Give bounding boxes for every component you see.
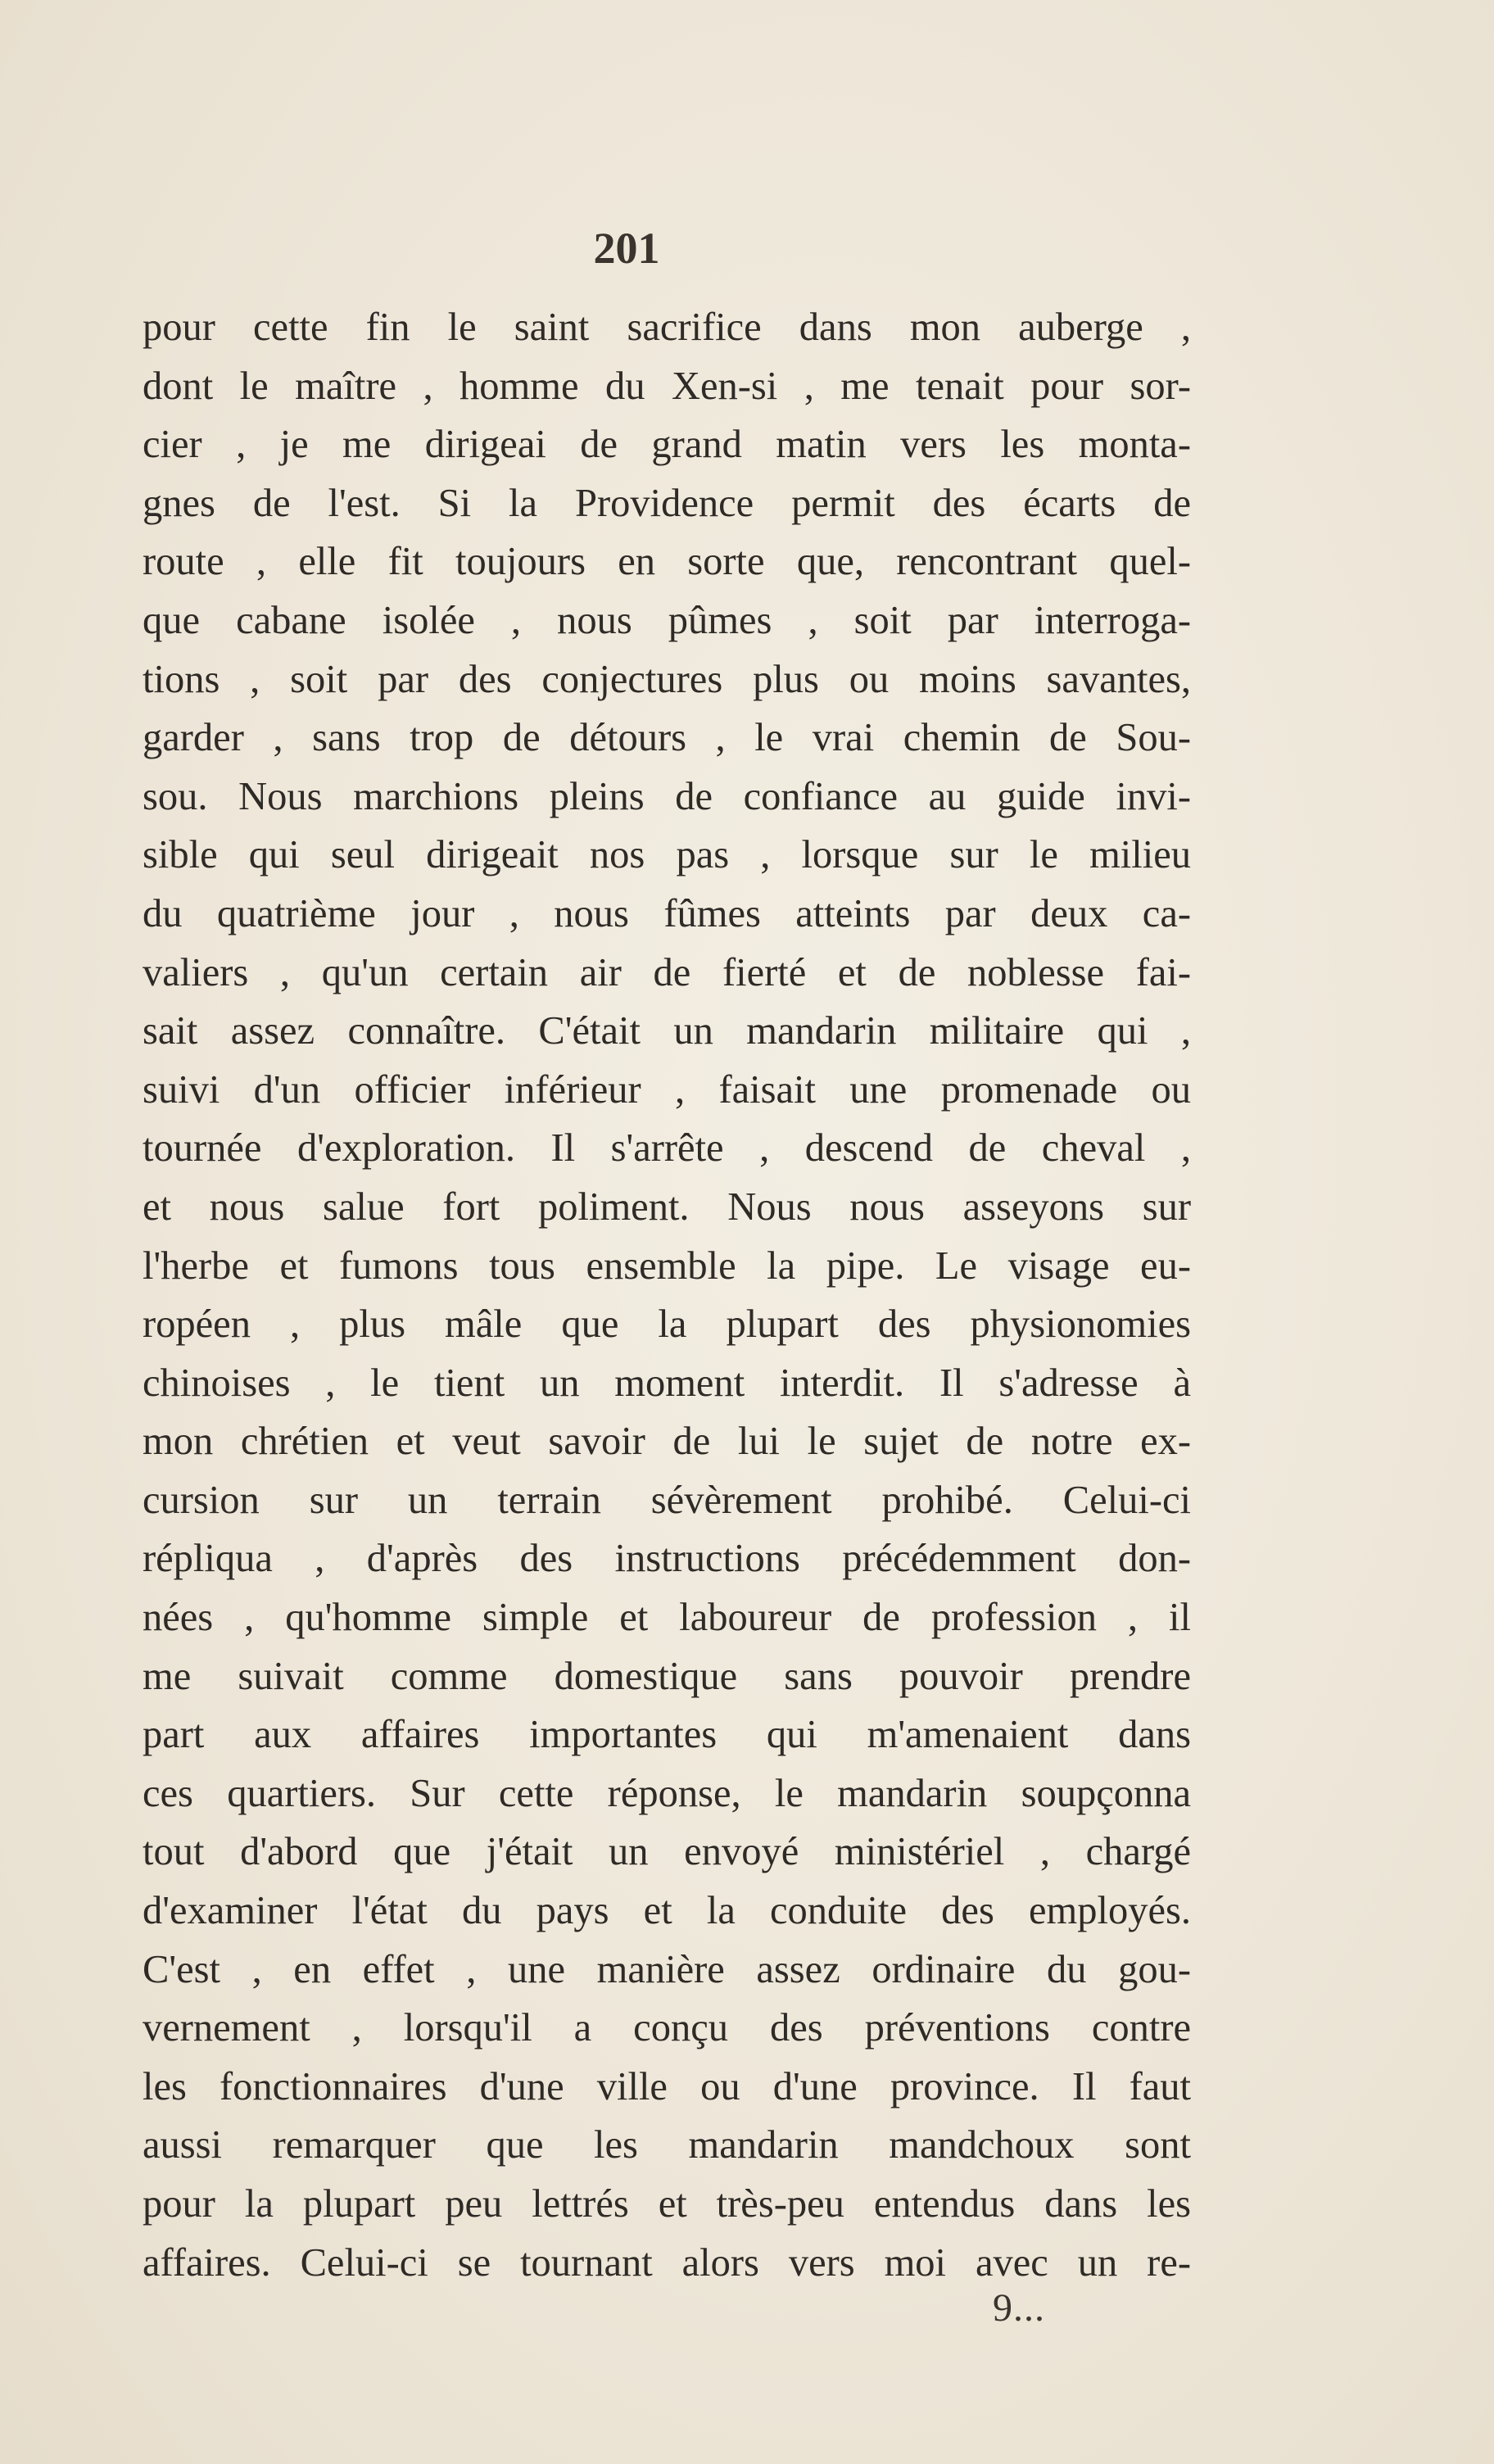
text-line: nées , qu'homme simple et laboureur de profession , il — [143, 1596, 1191, 1640]
text-line: suivi d'un officier inférieur , faisait une promenade ou — [143, 1067, 1191, 1112]
text-line: pour la plupart peu lettrés et très-peu entendus dans les — [143, 2182, 1191, 2226]
text-line: gnes de l'est. Si la Providence permit des écarts de — [143, 481, 1191, 525]
text-line: sible qui seul dirigeait nos pas , lorsque sur le milieu — [143, 833, 1191, 877]
text-line: répliqua , d'après des instructions précédemment don- — [143, 1537, 1191, 1581]
text-line: tournée d'exploration. Il s'arrête , descend de cheval , — [143, 1126, 1191, 1171]
text-line: l'herbe et fumons tous ensemble la pipe. Le visage eu- — [143, 1243, 1191, 1288]
text-line: du quatrième jour , nous fûmes atteints par deux ca- — [143, 891, 1191, 935]
text-line: sou. Nous marchions pleins de confiance au guide invi- — [143, 774, 1191, 818]
body-text — [143, 298, 1191, 2292]
text-line: sait assez connaître. C'était un mandarin militaire qui , — [143, 1009, 1191, 1053]
text-line: vernement , lorsqu'il a conçu des préventions contre — [143, 2006, 1191, 2050]
text-line: part aux affaires importantes qui m'amenaient dans — [143, 1713, 1191, 1757]
text-line: valiers , qu'un certain air de fierté et de noblesse fai- — [143, 950, 1191, 994]
text-line: tout d'abord que j'était un envoyé ministériel , chargé — [143, 1830, 1191, 1874]
text-line: garder , sans trop de détours , le vrai chemin de Sou- — [143, 716, 1191, 760]
text-line: et nous salue fort poliment. Nous nous asseyons sur — [143, 1184, 1191, 1229]
text-line: que cabane isolée , nous pûmes , soit par interroga- — [143, 598, 1191, 642]
text-line: pour cette fin le saint sacrifice dans mon auberge , — [143, 306, 1191, 349]
text-line: les fonctionnaires d'une ville ou d'une province. Il faut — [143, 2064, 1191, 2108]
text-line: dont le maître , homme du Xen-si , me tenait pour sor- — [143, 364, 1191, 408]
text-line: tions , soit par des conjectures plus ou moins savantes, — [143, 657, 1191, 701]
text-line: C'est , en effet , une manière assez ordinaire du gou- — [143, 1947, 1191, 1991]
signature-mark: 9... — [993, 2286, 1045, 2330]
text-line: cier , je me dirigeai de grand matin vers les monta- — [143, 423, 1191, 467]
text-line: ces quartiers. Sur cette réponse, le mandarin soupçonna — [143, 1771, 1191, 1815]
page-number: 201 — [593, 224, 660, 273]
text-line: mon chrétien et veut savoir de lui le sujet de notre ex- — [143, 1420, 1191, 1464]
text-line: aussi remarquer que les mandarin mandchoux sont — [143, 2123, 1191, 2167]
text-line: cursion sur un terrain sévèrement prohibé. Celui-ci — [143, 1478, 1191, 1522]
text-line: d'examiner l'état du pays et la conduite des employés. — [143, 1889, 1191, 1933]
text-line: route , elle fit toujours en sorte que, rencontrant quel- — [143, 540, 1191, 584]
text-line: me suivait comme domestique sans pouvoir prendre — [143, 1654, 1191, 1698]
text-line: ropéen , plus mâle que la plupart des physionomies — [143, 1302, 1191, 1347]
text-line: chinoises , le tient un moment interdit. Il s'adresse à — [143, 1361, 1191, 1405]
text-line: affaires. Celui-ci se tournant alors vers moi avec un re- — [143, 2240, 1191, 2285]
